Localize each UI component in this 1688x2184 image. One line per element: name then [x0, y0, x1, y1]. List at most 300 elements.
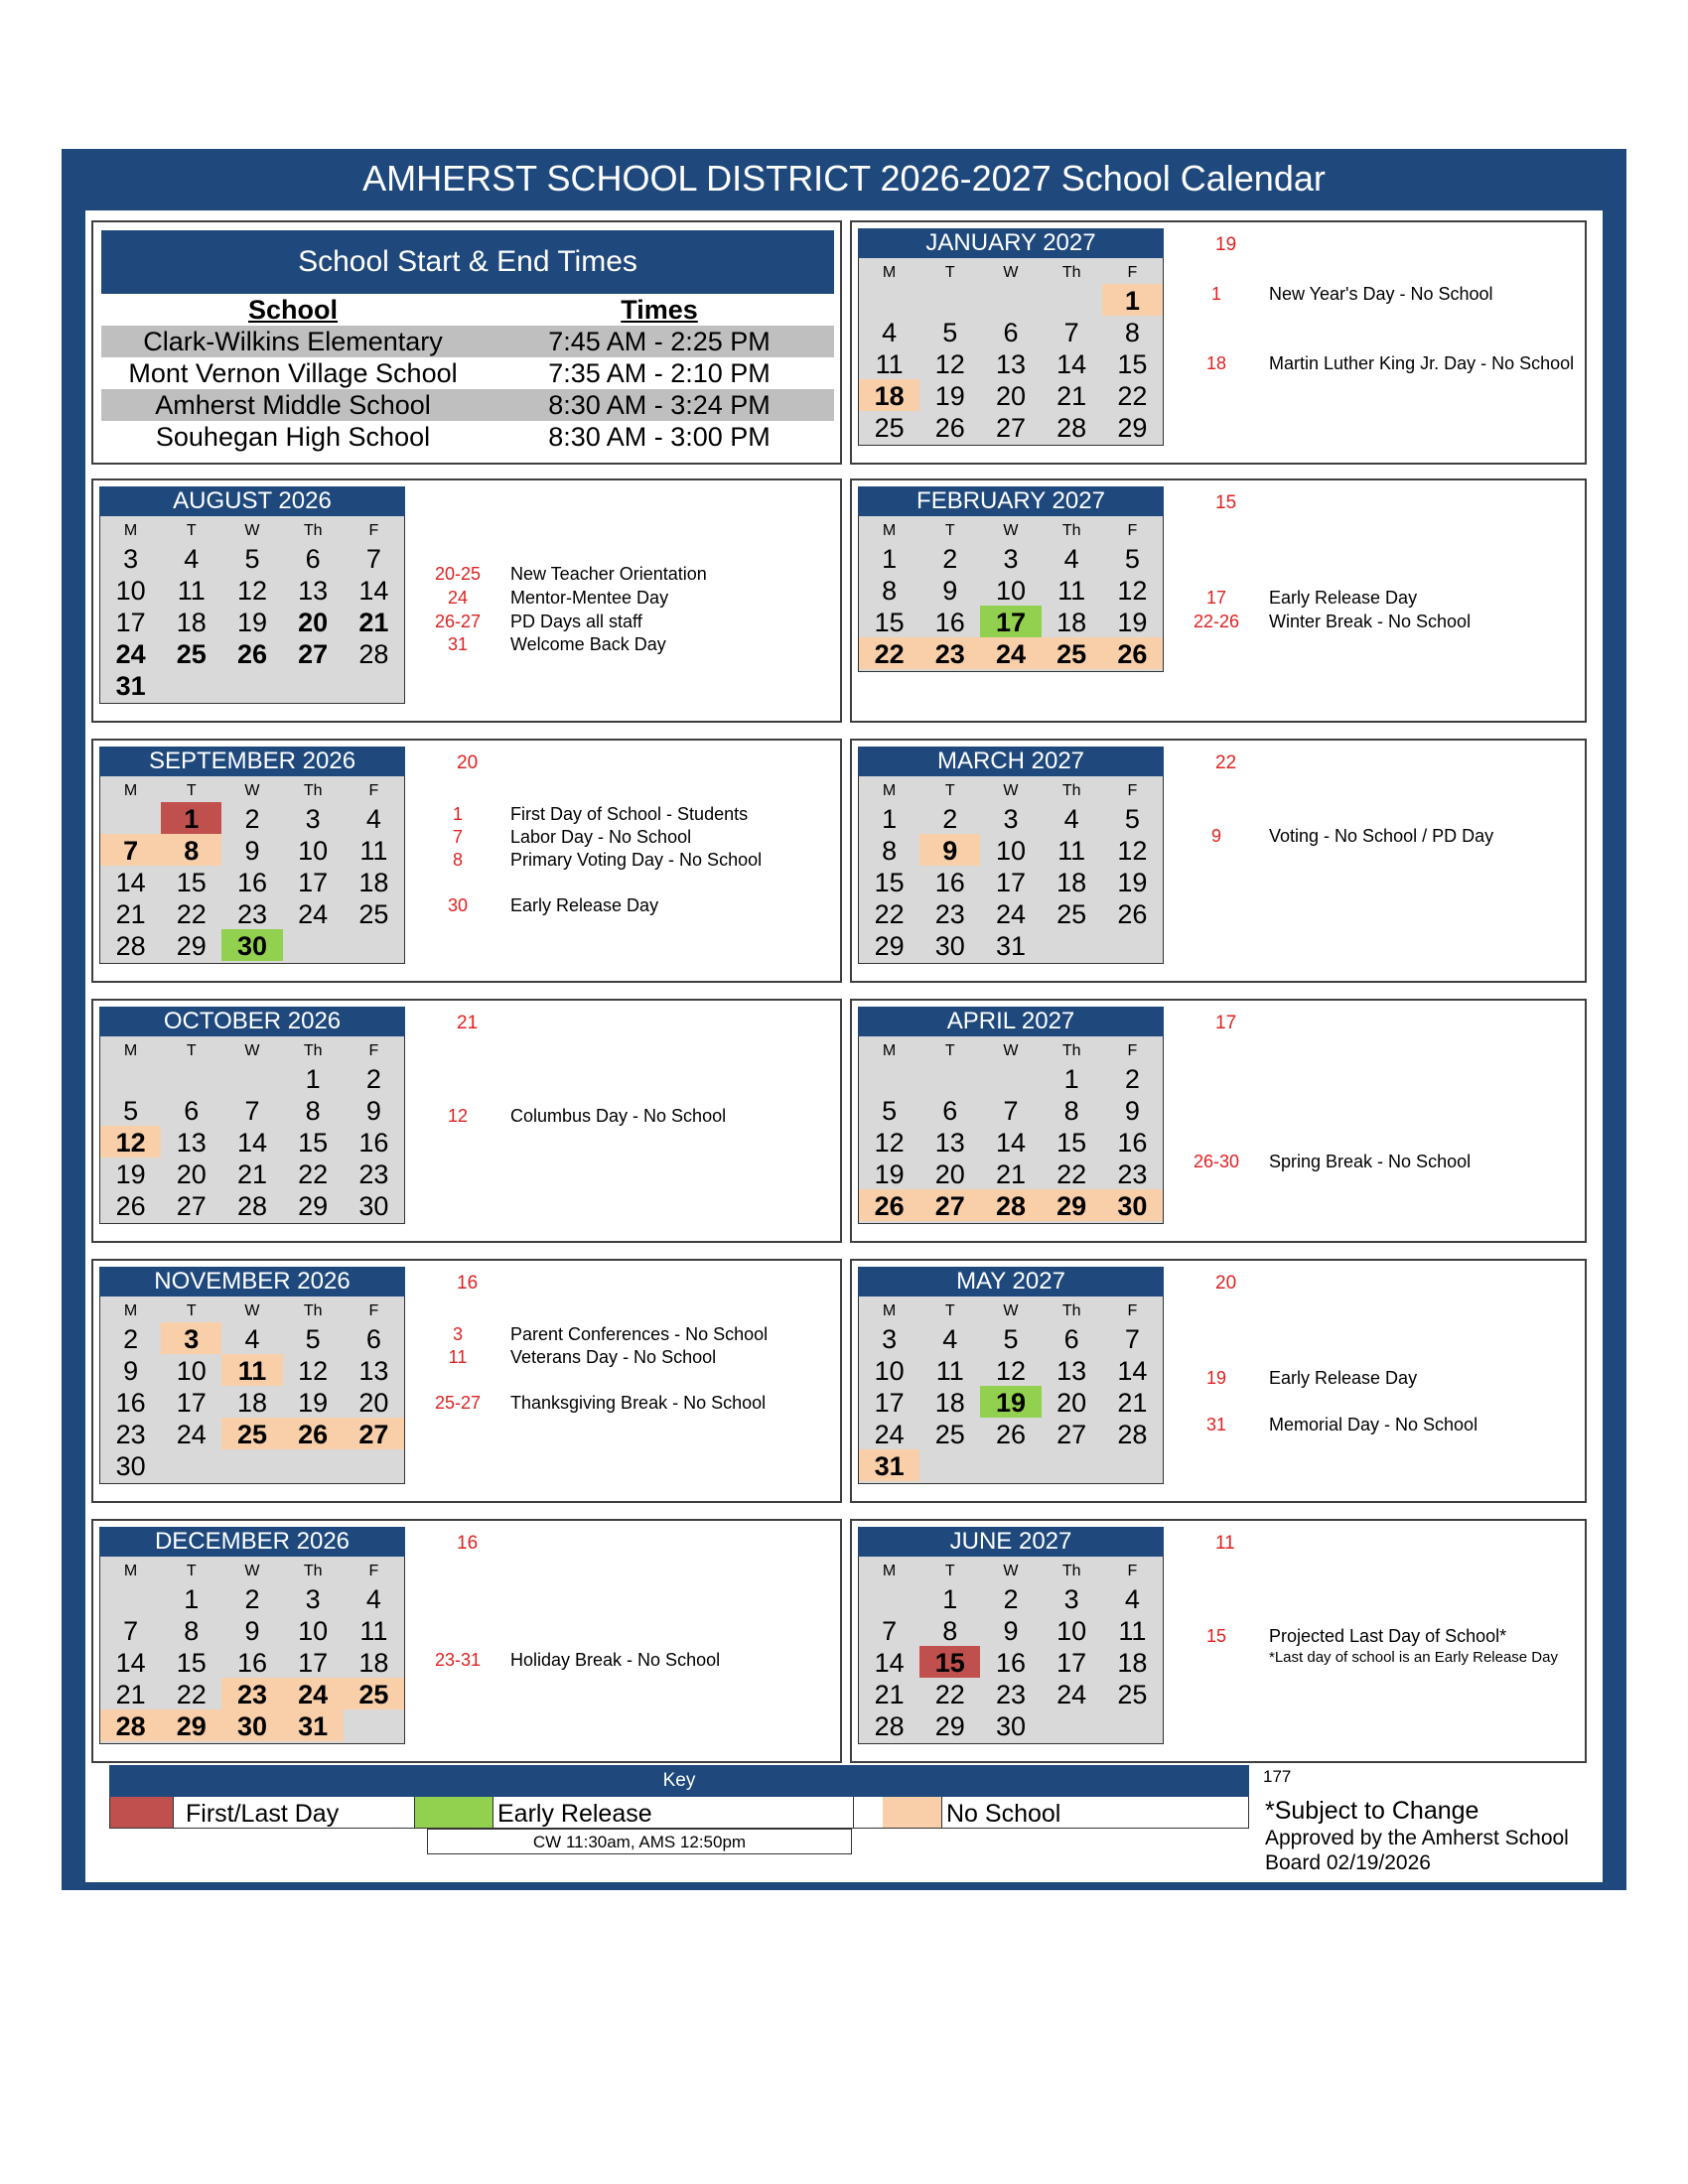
school-row [101, 357, 834, 389]
school-days-count: 22 [1215, 752, 1237, 773]
day-cell: 4 [244, 1324, 260, 1354]
day-cell: 14 [115, 868, 146, 897]
event-description: Memorial Day - No School [1269, 1415, 1478, 1434]
day-cell: 15 [1056, 1128, 1087, 1158]
school-time: 7:45 AM - 2:25 PM [548, 327, 771, 356]
day-cell: 23 [934, 899, 965, 929]
day-cell: 19 [1117, 608, 1148, 637]
day-cell: 24 [115, 639, 146, 669]
day-cell: 18 [358, 1648, 389, 1678]
week-row [859, 542, 1163, 574]
event-date: 30 [447, 895, 469, 915]
month-name: OCTOBER 2026 [99, 1007, 405, 1036]
school-row [101, 421, 834, 453]
day-cell: 3 [123, 544, 139, 574]
day-cell: 8 [882, 576, 898, 606]
weekday-label: T [186, 1042, 197, 1059]
weekday-label: Th [1061, 522, 1081, 539]
school-times-header: School Start & End Times [101, 230, 834, 294]
empty-day-cell [344, 669, 404, 701]
day-cell: 17 [980, 606, 1041, 637]
day-cell: 12 [298, 1356, 329, 1386]
day-cell: 14 [358, 576, 389, 606]
day-cell: 18 [859, 379, 919, 411]
day-cell: 19 [298, 1388, 329, 1418]
day-cell: 5 [882, 1096, 898, 1126]
event-description: Parent Conferences - No School [510, 1324, 769, 1344]
month-calendar [99, 1527, 405, 1744]
day-cell: 23 [1117, 1160, 1148, 1189]
day-cell: 26 [236, 639, 267, 669]
event-date: 1 [452, 804, 463, 824]
day-cell: 14 [874, 1648, 905, 1678]
day-cell: 23 [236, 899, 267, 929]
month-name: SEPTEMBER 2026 [99, 747, 405, 776]
school-times-table [101, 230, 834, 453]
day-cell: 11 [359, 1616, 388, 1646]
school-name: Amherst Middle School [155, 390, 431, 420]
event-date: 3 [452, 1324, 463, 1344]
day-cell: 2 [365, 1064, 381, 1094]
day-cell: 5 [1124, 544, 1140, 574]
day-cell: 2 [123, 1324, 139, 1354]
day-cell: 16 [115, 1388, 146, 1418]
day-cell: 16 [236, 1648, 267, 1678]
day-cell: 29 [1042, 1189, 1102, 1221]
day-cell: 31 [115, 671, 146, 701]
week-row [100, 929, 404, 961]
event-date: 18 [1205, 353, 1227, 373]
empty-day-cell [859, 1582, 919, 1614]
day-cell: 9 [942, 576, 958, 606]
day-cell: 13 [934, 1128, 965, 1158]
day-cell: 19 [115, 1160, 146, 1189]
day-cell: 10 [298, 836, 329, 866]
day-cell: 19 [236, 608, 267, 637]
weekday-header [100, 1036, 404, 1062]
day-cell: 22 [176, 1680, 207, 1709]
school-days-count: 19 [1215, 234, 1237, 255]
weekday-label: T [944, 782, 955, 799]
empty-day-cell [161, 669, 221, 701]
weekday-header [859, 516, 1163, 542]
empty-day-cell [1042, 1709, 1102, 1741]
week-row [859, 637, 1163, 669]
event-description: Early Release Day [1269, 1368, 1418, 1388]
day-cell: 20 [1056, 1388, 1087, 1418]
day-cell: 5 [123, 1096, 139, 1126]
legend-key [109, 1765, 1249, 1851]
week-row [100, 1386, 404, 1418]
day-cell: 22 [176, 899, 207, 929]
weekday-label: Th [1061, 1042, 1081, 1059]
no-school-swatch [883, 1797, 942, 1828]
day-cell: 24 [176, 1420, 207, 1449]
day-cell: 16 [1117, 1128, 1148, 1158]
empty-day-cell [980, 284, 1041, 316]
day-cell: 28 [115, 931, 146, 961]
week-row [100, 1709, 404, 1741]
day-cell: 23 [221, 1678, 282, 1709]
weekday-label: M [882, 1563, 897, 1579]
day-cell: 14 [995, 1128, 1026, 1158]
day-cell: 19 [1117, 868, 1148, 897]
day-cell: 19 [874, 1160, 905, 1189]
key-divider [853, 1797, 854, 1828]
day-cell: 28 [236, 1191, 267, 1221]
empty-day-cell [1042, 929, 1102, 961]
column-school: School [247, 295, 338, 325]
day-cell: 15 [176, 1648, 207, 1678]
empty-day-cell [1102, 1709, 1163, 1741]
empty-day-cell [1102, 929, 1163, 961]
empty-day-cell [283, 1449, 344, 1481]
event-description: Primary Voting Day - No School [510, 850, 763, 870]
day-cell: 11 [359, 836, 388, 866]
event-date: 20-25 [434, 564, 482, 584]
day-cell: 29 [874, 931, 905, 961]
day-cell: 23 [995, 1680, 1026, 1709]
month-june-2027 [850, 1519, 1587, 1763]
day-cell: 15 [919, 1646, 980, 1678]
day-cell: 13 [995, 349, 1026, 379]
day-cell: 21 [236, 1160, 267, 1189]
event-date: 12 [447, 1106, 469, 1126]
event-date: 31 [447, 634, 469, 654]
school-days-count: 20 [457, 752, 479, 773]
day-cell: 12 [100, 1126, 161, 1158]
school-time: 8:30 AM - 3:24 PM [548, 390, 771, 420]
month-grid [858, 1557, 1164, 1744]
day-cell: 30 [115, 1451, 146, 1481]
day-cell: 7 [1124, 1324, 1140, 1354]
event-description: Welcome Back Day [510, 634, 666, 654]
day-cell: 10 [995, 836, 1026, 866]
week-row [100, 1126, 404, 1158]
weekday-label: W [244, 1042, 260, 1059]
event-date: 15 [1205, 1626, 1227, 1646]
day-cell: 26 [1102, 637, 1163, 669]
month-name: MAY 2027 [858, 1267, 1164, 1297]
event-date: 25-27 [434, 1393, 482, 1413]
week-row [100, 897, 404, 929]
empty-day-cell [344, 1449, 404, 1481]
school-days-count: 15 [1215, 492, 1237, 513]
weekday-header [859, 1036, 1163, 1062]
day-cell: 5 [244, 544, 260, 574]
month-name: NOVEMBER 2026 [99, 1267, 405, 1297]
day-cell: 27 [176, 1191, 207, 1221]
school-times-column-headers [101, 294, 834, 326]
school-row [101, 389, 834, 421]
day-cell: 26 [283, 1418, 344, 1449]
day-cell: 29 [934, 1711, 965, 1741]
weekday-label: Th [303, 1563, 323, 1579]
month-name: DECEMBER 2026 [99, 1527, 405, 1557]
day-cell: 17 [298, 868, 329, 897]
weekday-label: F [368, 1302, 379, 1319]
month-calendar [99, 1267, 405, 1484]
week-row [100, 1418, 404, 1449]
day-cell: 21 [115, 1680, 146, 1709]
day-cell: 1 [882, 804, 898, 834]
event-description: Spring Break - No School [1269, 1152, 1472, 1171]
day-cell: 30 [1102, 1189, 1163, 1221]
first-last-swatch [110, 1797, 174, 1828]
school-time: 7:35 AM - 2:10 PM [548, 358, 771, 388]
day-cell: 15 [1117, 349, 1148, 379]
day-cell: 24 [980, 637, 1041, 669]
day-cell: 30 [995, 1711, 1026, 1741]
day-cell: 4 [365, 804, 381, 834]
total-days: 177 [1263, 1767, 1292, 1786]
weekday-header [100, 516, 404, 542]
weekday-header [100, 1557, 404, 1582]
early-release-swatch [414, 1797, 493, 1828]
day-cell: 9 [919, 834, 980, 866]
day-cell: 25 [358, 899, 389, 929]
day-cell: 31 [859, 1449, 919, 1481]
weekday-label: Th [1061, 1563, 1081, 1579]
weekday-label: W [1003, 264, 1019, 281]
day-cell: 22 [874, 899, 905, 929]
weekday-label: Th [303, 522, 323, 539]
weekday-label: M [882, 782, 897, 799]
day-cell: 4 [882, 318, 898, 347]
event-date: 8 [452, 850, 463, 870]
day-cell: 6 [305, 544, 321, 574]
day-cell: 7 [123, 1616, 139, 1646]
day-cell: 13 [1056, 1356, 1087, 1386]
week-row [859, 1322, 1163, 1354]
week-row [100, 1062, 404, 1094]
day-cell: 29 [1117, 413, 1148, 443]
day-cell: 12 [995, 1356, 1026, 1386]
day-cell: 11 [1057, 836, 1086, 866]
event-date: 26-30 [1193, 1152, 1240, 1171]
day-cell: 12 [934, 349, 965, 379]
day-cell: 7 [1063, 318, 1079, 347]
day-cell: 21 [874, 1680, 905, 1709]
weekday-label: M [882, 522, 897, 539]
week-row [100, 1646, 404, 1678]
weekday-header [100, 1297, 404, 1322]
week-row [100, 606, 404, 637]
day-cell: 11 [221, 1354, 282, 1386]
school-name: Clark-Wilkins Elementary [143, 327, 443, 356]
weekday-label: Th [303, 782, 323, 799]
weekday-label: M [123, 1302, 138, 1319]
day-cell: 25 [176, 639, 207, 669]
week-row [859, 1614, 1163, 1646]
day-cell: 23 [115, 1420, 146, 1449]
day-cell: 8 [882, 836, 898, 866]
day-cell: 11 [177, 576, 206, 606]
event-description: Holiday Break - No School [510, 1650, 721, 1670]
calendar-notes [1257, 1765, 1595, 1875]
day-cell: 9 [365, 1096, 381, 1126]
week-row [100, 669, 404, 701]
week-row [859, 1678, 1163, 1709]
month-calendar [858, 486, 1164, 672]
day-cell: 27 [995, 413, 1026, 443]
day-cell: 4 [1063, 804, 1079, 834]
week-row [859, 802, 1163, 834]
day-cell: 7 [365, 544, 381, 574]
early-release-times: CW 11:30am, AMS 12:50pm [427, 1829, 852, 1854]
week-row [859, 866, 1163, 897]
day-cell: 7 [1003, 1096, 1019, 1126]
month-april-2027 [850, 999, 1587, 1243]
event-description: Early Release Day [1269, 588, 1418, 608]
month-grid [99, 1557, 405, 1744]
day-cell: 8 [942, 1616, 958, 1646]
month-january-2027 [850, 220, 1587, 465]
empty-day-cell [859, 284, 919, 316]
day-cell: 2 [1124, 1064, 1140, 1094]
day-cell: 5 [305, 1324, 321, 1354]
month-calendar [99, 486, 405, 704]
week-row [859, 1354, 1163, 1386]
day-cell: 2 [244, 804, 260, 834]
day-cell: 11 [1057, 576, 1086, 606]
week-row [100, 866, 404, 897]
weekday-label: T [944, 522, 955, 539]
page-title: AMHERST SCHOOL DISTRICT 2026-2027 School Calendar [362, 158, 1326, 199]
weekday-label: M [123, 522, 138, 539]
week-row [859, 1646, 1163, 1678]
week-row [100, 802, 404, 834]
event-description: Winter Break - No School [1269, 612, 1472, 631]
day-cell: 15 [298, 1128, 329, 1158]
day-cell: 28 [1117, 1420, 1148, 1449]
day-cell: 9 [1003, 1616, 1019, 1646]
week-row [859, 574, 1163, 606]
day-cell: 1 [882, 544, 898, 574]
day-cell: 22 [1056, 1160, 1087, 1189]
month-calendar [858, 1007, 1164, 1224]
approval-note: Approved by the Amherst School Board 02/19/2026 [1265, 1827, 1569, 1874]
day-cell: 4 [184, 544, 200, 574]
day-cell: 5 [942, 318, 958, 347]
month-name: JUNE 2027 [858, 1527, 1164, 1557]
weekday-label: W [244, 782, 260, 799]
day-cell: 22 [859, 637, 919, 669]
empty-day-cell [283, 669, 344, 701]
weekday-label: M [882, 1042, 897, 1059]
day-cell: 28 [100, 1709, 161, 1741]
day-cell: 3 [161, 1322, 221, 1354]
week-row [859, 1189, 1163, 1221]
empty-day-cell [100, 1062, 161, 1094]
day-cell: 15 [874, 868, 905, 897]
event-description: Martin Luther King Jr. Day - No School [1269, 353, 1575, 373]
day-cell: 15 [874, 608, 905, 637]
week-row [859, 834, 1163, 866]
school-days-count: 11 [1215, 1533, 1235, 1554]
day-cell: 26 [859, 1189, 919, 1221]
no-school-label: No School [946, 1800, 1061, 1828]
day-cell: 25 [874, 413, 905, 443]
weekday-label: W [1003, 782, 1019, 799]
day-cell: 16 [934, 868, 965, 897]
weekday-label: W [1003, 1042, 1019, 1059]
event-date: 22-26 [1193, 612, 1240, 631]
month-february-2027 [850, 478, 1587, 723]
weekday-label: T [944, 1563, 955, 1579]
weekday-label: Th [1061, 264, 1081, 281]
day-cell: 4 [365, 1584, 381, 1614]
day-cell: 24 [995, 899, 1026, 929]
empty-day-cell [161, 1449, 221, 1481]
month-calendar [858, 1267, 1164, 1484]
day-cell: 17 [176, 1388, 207, 1418]
day-cell: 3 [1003, 544, 1019, 574]
weekday-label: M [882, 264, 897, 281]
school-times-box [91, 220, 842, 465]
school-name: Mont Vernon Village School [128, 358, 458, 388]
weekday-label: T [186, 1302, 197, 1319]
month-grid [99, 1297, 405, 1484]
day-cell: 6 [942, 1096, 958, 1126]
day-cell: 28 [874, 1711, 905, 1741]
month-grid [99, 776, 405, 964]
month-name: MARCH 2027 [858, 747, 1164, 776]
day-cell: 2 [1003, 1584, 1019, 1614]
empty-day-cell [344, 929, 404, 961]
month-calendar [99, 1007, 405, 1224]
empty-day-cell [1102, 1449, 1163, 1481]
month-name: JANUARY 2027 [858, 228, 1164, 258]
weekday-label: Th [303, 1042, 323, 1059]
day-cell: 26 [1117, 899, 1148, 929]
weekday-label: W [1003, 1302, 1019, 1319]
event-description: *Last day of school is an Early Release Day [1269, 1649, 1558, 1666]
weekday-label: F [368, 1563, 379, 1579]
day-cell: 30 [934, 931, 965, 961]
month-calendar [858, 1527, 1164, 1744]
month-calendar [858, 228, 1164, 446]
week-row [859, 1582, 1163, 1614]
month-grid [858, 1297, 1164, 1484]
day-cell: 18 [934, 1388, 965, 1418]
week-row [100, 1322, 404, 1354]
school-days-count: 16 [457, 1273, 479, 1294]
empty-day-cell [980, 1062, 1041, 1094]
weekday-label: F [1127, 522, 1138, 539]
month-december-2026 [91, 1519, 842, 1763]
day-cell: 17 [1056, 1648, 1087, 1678]
day-cell: 23 [919, 637, 980, 669]
week-row [859, 347, 1163, 379]
day-cell: 12 [1117, 836, 1148, 866]
school-days-count: 20 [1215, 1273, 1237, 1294]
event-description: Columbus Day - No School [510, 1106, 727, 1126]
school-row [101, 326, 834, 357]
weekday-label: T [944, 1302, 955, 1319]
day-cell: 3 [305, 1584, 321, 1614]
day-cell: 12 [1117, 576, 1148, 606]
day-cell: 10 [115, 576, 146, 606]
day-cell: 24 [283, 1678, 344, 1709]
day-cell: 20 [298, 608, 329, 637]
weekday-label: W [244, 1302, 260, 1319]
day-cell: 26 [995, 1420, 1026, 1449]
event-date: 31 [1205, 1415, 1227, 1434]
day-cell: 29 [298, 1191, 329, 1221]
weekday-header [859, 258, 1163, 284]
event-description: Early Release Day [510, 895, 659, 915]
